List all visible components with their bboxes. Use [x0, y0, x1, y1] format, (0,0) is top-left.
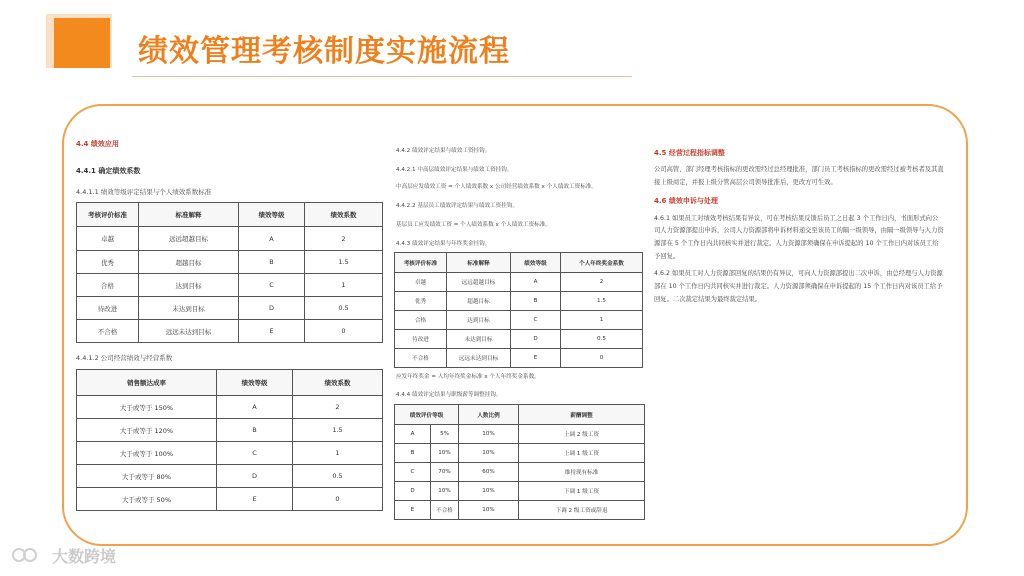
table-row — [395, 425, 645, 444]
table-row — [77, 419, 383, 442]
table-cell: 2 — [293, 396, 383, 419]
table-cell: 1 — [561, 311, 643, 330]
section-heading: 4.4 绩效应用 — [76, 140, 119, 148]
table-cell: 优秀 — [77, 251, 139, 274]
table-cell: 下调 1 级工资 — [519, 482, 645, 501]
table-cell: 卓越 — [395, 273, 447, 292]
text-line: 4.4.2.2 基层员工绩效评定结果与绩效工资挂钩。 — [396, 203, 519, 209]
table-cell: 0 — [305, 320, 383, 343]
table-header: 绩效系数 — [305, 203, 383, 227]
table-cell: 远远超越目标 — [139, 227, 239, 251]
table-cell: D — [217, 465, 293, 488]
table-cell: 达到目标 — [447, 311, 511, 330]
table-cell: 0 — [561, 349, 643, 368]
table-header: 薪酬调整 — [519, 405, 645, 425]
table-cell: 上调 2 级工资 — [519, 425, 645, 444]
table-row — [77, 442, 383, 465]
table-cell: E — [239, 320, 305, 343]
table-cell: 维持现有标准 — [519, 463, 645, 482]
text-line: 4.4.4 绩效评定结果与职级薪等调整挂钩。 — [396, 392, 502, 398]
company-coefficient-table — [76, 369, 383, 511]
table-cell: 远远超越目标 — [447, 273, 511, 292]
table-cell: 大于或等于 50% — [77, 488, 217, 511]
table-cell: 超越目标 — [139, 251, 239, 274]
table-cell: 10% — [459, 501, 519, 520]
table-cell: 2 — [561, 273, 643, 292]
table-cell: 5% — [431, 425, 459, 444]
table-cell: C — [239, 274, 305, 297]
table-cell: 0.5 — [293, 465, 383, 488]
table-cell: A — [511, 273, 561, 292]
table-cell: D — [511, 330, 561, 349]
watermark-logo-icon — [10, 546, 50, 564]
table-cell: 达到目标 — [139, 274, 239, 297]
table-cell: B — [239, 251, 305, 274]
table-row — [395, 482, 645, 501]
text-line: 4.4.2.1 中高层绩效评定结果与绩效工资挂钩。 — [396, 167, 513, 173]
table-cell: E — [217, 488, 293, 511]
table-row — [77, 320, 383, 343]
table-row — [395, 501, 645, 520]
table-cell: 不合格 — [395, 349, 447, 368]
table-cell: 未达到目标 — [139, 297, 239, 320]
table-cell: 10% — [459, 482, 519, 501]
table-cell: 上调 1 级工资 — [519, 444, 645, 463]
table-cell: 超越目标 — [447, 292, 511, 311]
table-header: 绩效等级 — [239, 203, 305, 227]
table-row — [395, 330, 643, 349]
decor-square-orange — [54, 18, 110, 68]
table-cell: A — [239, 227, 305, 251]
table-row — [77, 251, 383, 274]
table-cell: 远远未达到目标 — [447, 349, 511, 368]
grade-coefficient-table — [76, 202, 383, 343]
table-cell: A — [217, 396, 293, 419]
page-title: 绩效管理考核制度实施流程 — [138, 34, 510, 69]
table-cell: 远远未达到目标 — [139, 320, 239, 343]
table-cell: E — [395, 501, 431, 520]
table-cell: 大于或等于 120% — [77, 419, 217, 442]
table-header: 标准解释 — [447, 253, 511, 273]
table-cell: 10% — [431, 482, 459, 501]
table-header: 个人年终奖金系数 — [561, 253, 643, 273]
table-cell: 下调 2 级工资或辞退 — [519, 501, 645, 520]
table-cell: 0 — [293, 488, 383, 511]
table-cell: E — [511, 349, 561, 368]
paragraph: 公司高管、部门经理考核指标的更改需经过总经理批准，部门员工考核指标的更改需经过被考核者及其直接上级商定，并报上级分管高层公司领导批准后，更改方可生效。 — [654, 166, 944, 187]
table-cell: 1 — [305, 274, 383, 297]
table-row — [77, 297, 383, 320]
table-cell: 1 — [293, 442, 383, 465]
table-cell: 10% — [459, 425, 519, 444]
table-cell: 大于或等于 80% — [77, 465, 217, 488]
table-row — [395, 463, 645, 482]
table-header: 绩效等级 — [511, 253, 561, 273]
table-cell: 0.5 — [305, 297, 383, 320]
text-line: 4.4.2 绩效评定结果与绩效工资挂钩。 — [396, 148, 491, 154]
doc-column-3 — [654, 146, 944, 311]
table-cell: B — [395, 444, 431, 463]
table-cell: B — [511, 292, 561, 311]
table-cell: A — [395, 425, 431, 444]
table-cell: 不合格 — [431, 501, 459, 520]
table-header: 人数比例 — [459, 405, 519, 425]
text-line: 中高层应发绩效工资 = 个人绩效系数 x 公司经营绩效系数 x 个人绩效工资标准。 — [396, 184, 597, 190]
table-cell: 1.5 — [293, 419, 383, 442]
table-cell: 60% — [459, 463, 519, 482]
table-cell: 合格 — [77, 274, 139, 297]
table-caption: 4.4.1.2 公司经营绩效与经营系数 — [76, 354, 173, 362]
paragraph: 4.6.1 如果员工对绩效考核结果有异议，可在考核结果反馈后员工之日起 3 个工作日内，书面形式向公司人力资源部提出申诉，公司人力资源部将申诉材料递交至该员工的隔一级领导，由隔一级领导与人力资源部在 5 个工作日内共同核实并进行裁定。人力资源部须确保在申诉提起的 10 个工作日内对该员工给予回复。 — [654, 214, 944, 261]
table-cell: 待改进 — [395, 330, 447, 349]
text-line: 基层员工应发绩效工资 = 个人绩效系数 x 个人绩效工资标准。 — [396, 222, 551, 228]
table-row — [395, 349, 643, 368]
paragraph: 4.6.2 如果员工对人力资源部回复的结果仍有异议，可向人力资源部提出二次申诉，由总经理与人力资源部在 10 个工作日内共同核实并进行裁定。人力资源部须确保在申诉提起的 15 个工作日内对该员工给予回复。二次裁定结果为最终裁定结果。 — [654, 270, 943, 303]
year-end-bonus-table — [394, 252, 643, 368]
table-cell: 大于或等于 100% — [77, 442, 217, 465]
table-header: 考核评价标准 — [395, 253, 447, 273]
table-header: 标准解释 — [139, 203, 239, 227]
table-cell: 2 — [305, 227, 383, 251]
table-cell: 10% — [459, 444, 519, 463]
table-row — [77, 274, 383, 297]
table-row — [395, 311, 643, 330]
table-row — [395, 444, 645, 463]
table-cell: D — [239, 297, 305, 320]
section-heading: 4.6 绩效申诉与处理 — [654, 197, 718, 206]
table-cell: D — [395, 482, 431, 501]
table-cell: C — [217, 442, 293, 465]
table-cell: 优秀 — [395, 292, 447, 311]
salary-adjustment-table — [394, 404, 645, 520]
table-row — [395, 273, 643, 292]
text-line: 4.4.3 绩效评定结果与年终奖金挂钩。 — [396, 241, 491, 247]
table-cell: 1.5 — [561, 292, 643, 311]
table-cell: 1.5 — [305, 251, 383, 274]
table-header: 销售额达成率 — [77, 370, 217, 396]
table-header: 考核评价标准 — [77, 203, 139, 227]
table-header: 绩效评价等级 — [395, 405, 459, 425]
table-cell: 合格 — [395, 311, 447, 330]
table-row — [77, 396, 383, 419]
table-caption: 4.4.1.1 绩效等级评定结果与个人绩效系数标准 — [76, 188, 212, 196]
table-cell: 70% — [431, 463, 459, 482]
table-cell: 待改进 — [77, 297, 139, 320]
table-row — [77, 465, 383, 488]
table-cell: C — [395, 463, 431, 482]
subsection-heading: 4.4.1 确定绩效系数 — [76, 167, 141, 175]
section-heading: 4.5 经营过程指标调整 — [654, 149, 725, 157]
text-line: 应发年终奖金 = 人均年终奖金标准 x 个人年终奖金系数。 — [396, 374, 540, 380]
table-cell: B — [217, 419, 293, 442]
table-row — [77, 488, 383, 511]
table-row — [395, 292, 643, 311]
watermark-text: 大数跨境 — [52, 547, 117, 566]
table-cell: 大于或等于 150% — [77, 396, 217, 419]
table-row — [77, 227, 383, 251]
table-cell: 未达到目标 — [447, 330, 511, 349]
table-header: 绩效系数 — [293, 370, 383, 396]
table-cell: C — [511, 311, 561, 330]
title-divider — [132, 76, 632, 77]
table-cell: 不合格 — [77, 320, 139, 343]
table-cell: 10% — [431, 444, 459, 463]
table-cell: 0.5 — [561, 330, 643, 349]
table-header: 绩效等级 — [217, 370, 293, 396]
table-cell: 卓越 — [77, 227, 139, 251]
